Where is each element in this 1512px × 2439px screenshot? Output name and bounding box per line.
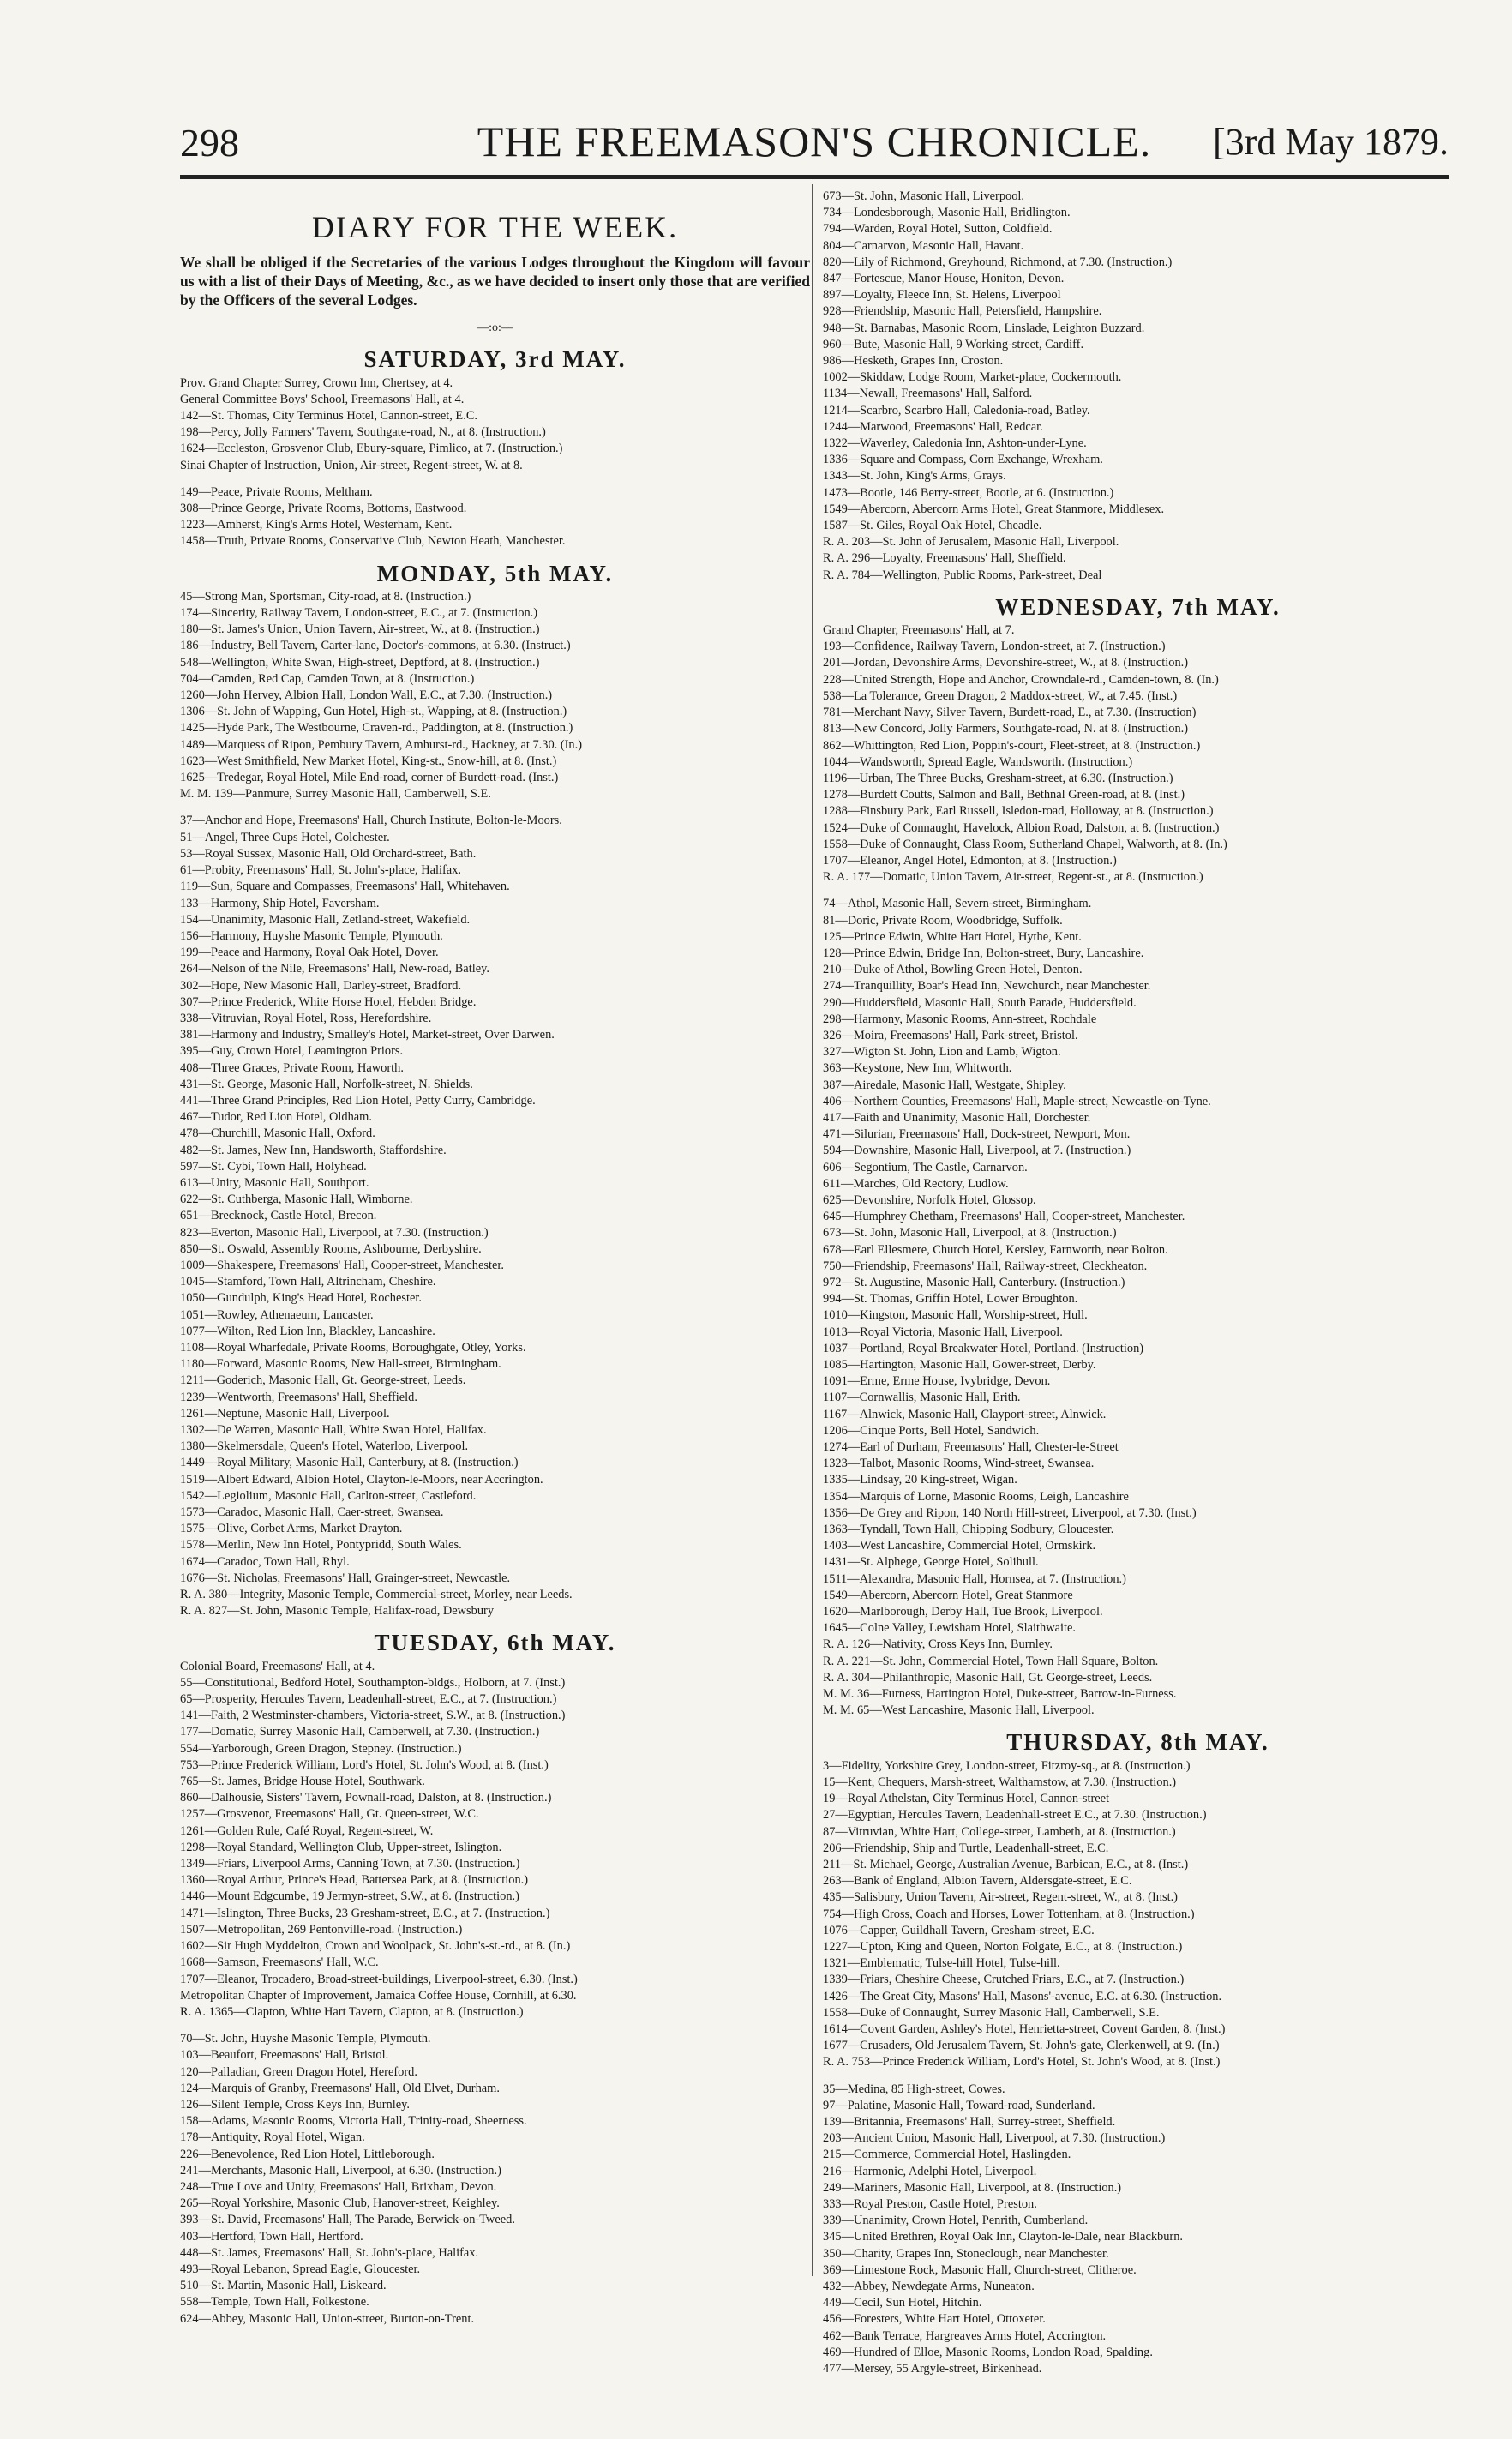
lodge-entry: 625—Devonshire, Norfolk Hotel, Glossop. <box>823 1192 1036 1207</box>
lodge-entry: 1587—St. Giles, Royal Oak Hotel, Cheadle. <box>823 519 1042 533</box>
lodge-entry: 1343—St. John, King's Arms, Grays. <box>823 469 1006 484</box>
lodge-entry: 1558—Duke of Connaught, Class Room, Sutherland Chapel, Walworth, at 8. (In.) <box>823 837 1227 851</box>
lodge-entry: 1363—Tyndall, Town Hall, Chipping Sodbury, Gloucester. <box>823 1523 1114 1537</box>
lodge-entry: 199—Peace and Harmony, Royal Oak Hotel, Dover. <box>180 946 439 960</box>
lodge-entry: 1076—Capper, Guildhall Tavern, Gresham-street, E.C. <box>823 1923 1095 1937</box>
lodge-entry: 1446—Mount Edgcumbe, 19 Jermyn-street, S.W., at 8. (Instruction.) <box>180 1889 519 1904</box>
lodge-entry: 441—Three Grand Principles, Red Lion Hotel, Petty Curry, Cambridge. <box>180 1093 536 1108</box>
lodge-entry: 1051—Rowley, Athenaeum, Lancaster. <box>180 1307 374 1322</box>
lodge-entry: 51—Angel, Three Cups Hotel, Colchester. <box>180 830 390 844</box>
lodge-entry: 119—Sun, Square and Compasses, Freemasons' Hall, Whitehaven. <box>180 880 510 894</box>
lodge-entry: 103—Beaufort, Freemasons' Hall, Bristol. <box>180 2048 389 2063</box>
lodge-entry: 1676—St. Nicholas, Freemasons' Hall, Grainger-street, Newcastle. <box>180 1571 511 1585</box>
lodge-entry: 613—Unity, Masonic Hall, Southport. <box>180 1175 369 1190</box>
lodge-entry: 178—Antiquity, Royal Hotel, Wigan. <box>180 2130 365 2145</box>
lodge-entry: 125—Prince Edwin, White Hart Hotel, Hythe, Kent. <box>823 929 1082 944</box>
lodge-entry: 158—Adams, Masonic Rooms, Victoria Hall, Trinity-road, Sheerness. <box>180 2114 527 2129</box>
lodge-entry: 124—Marquis of Granby, Freemasons' Hall, Old Elvet, Durham. <box>180 2081 500 2095</box>
lodge-entry: 81—Doric, Private Room, Woodbridge, Suffolk. <box>823 913 1063 928</box>
lodge-entry: 177—Domatic, Surrey Masonic Hall, Camberwell, at 7.30. (Instruction.) <box>180 1725 540 1739</box>
lodge-entry: 1260—John Hervey, Albion Hall, London Wall, E.C., at 7.30. (Instruction.) <box>180 688 553 703</box>
lodge-entry: 448—St. James, Freemasons' Hall, St. John's-place, Halifax. <box>180 2245 479 2260</box>
lodge-entry: Grand Chapter, Freemasons' Hall, at 7. <box>823 623 1015 638</box>
lodge-entry: 960—Bute, Masonic Hall, 9 Working-street, Cardiff. <box>823 337 1084 351</box>
lodge-entry: 65—Prosperity, Hercules Tavern, Leadenhall-street, E.C., at 7. (Instruction.) <box>180 1692 557 1707</box>
lodge-entry: R. A. 827—St. John, Masonic Temple, Halifax-road, Dewsbury <box>180 1604 495 1619</box>
lodge-entry: 1471—Islington, Three Bucks, 23 Gresham-street, E.C., at 7. (Instruction.) <box>180 1906 550 1920</box>
lodge-entry: 1322—Waverley, Caledonia Inn, Ashton-under-Lyne. <box>823 436 1087 451</box>
lodge-entry: 126—Silent Temple, Cross Keys Inn, Burnley. <box>180 2097 410 2112</box>
lodge-entry: 198—Percy, Jolly Farmers' Tavern, Southgate-road, N., at 8. (Instruction.) <box>180 425 546 440</box>
lodge-entry: 70—St. John, Huyshe Masonic Temple, Plymouth. <box>180 2032 431 2046</box>
lodge-entry: 97—Palatine, Masonic Hall, Toward-road, Sunderland. <box>823 2098 1095 2112</box>
lodge-entry: 594—Downshire, Masonic Hall, Liverpool, at 7. (Instruction.) <box>823 1144 1131 1158</box>
lodge-entry: 1620—Marlborough, Derby Hall, Tue Brook, Liverpool. <box>823 1605 1103 1619</box>
lodge-entry: 1211—Goderich, Masonic Hall, Gt. George-street, Leeds. <box>180 1373 466 1388</box>
day-heading-monday: MONDAY, 5th MAY. <box>376 560 614 586</box>
lodge-entry: Colonial Board, Freemasons' Hall, at 4. <box>180 1659 375 1673</box>
lodge-entry: 1274—Earl of Durham, Freemasons' Hall, Chester-le-Street <box>823 1440 1119 1455</box>
lodge-entry: 1349—Friars, Liverpool Arms, Canning Town, at 7.30. (Instruction.) <box>180 1857 520 1871</box>
lodge-entry: 754—High Cross, Coach and Horses, Lower Tottenham, at 8. (Instruction.) <box>823 1907 1195 1921</box>
diary-intro: We shall be obliged if the Secretaries of the various Lodges throughout the Kingdom will favour us with a list of their Days of Meeting, &c., as we have decided to insert only those that are verified by the Officers of the several Lodges. <box>180 254 810 309</box>
lodge-entry: 1360—Royal Arthur, Prince's Head, Battersea Park, at 8. (Instruction.) <box>180 1873 529 1888</box>
lodge-entry: 1261—Neptune, Masonic Hall, Liverpool. <box>180 1406 390 1421</box>
lodge-entry: 1602—Sir Hugh Myddelton, Crown and Woolpack, St. John's-st.-rd., at 8. (In.) <box>180 1939 571 1954</box>
lodge-entry: 226—Benevolence, Red Lion Hotel, Littleborough. <box>180 2147 435 2161</box>
lodge-entry: R. A. 126—Nativity, Cross Keys Inn, Burnley. <box>823 1637 1053 1652</box>
tuesday-continued-list <box>823 189 1453 584</box>
lodge-entry: 274—Tranquillity, Boar's Head Inn, Newchurch, near Manchester. <box>823 979 1151 994</box>
lodge-entry: 1507—Metropolitan, 269 Pentonville-road. (Instruction.) <box>180 1922 463 1937</box>
lodge-entry: 548—Wellington, White Swan, High-street, Deptford, at 8. (Instruction.) <box>180 655 540 670</box>
lodge-entry: 1549—Abercorn, Abercorn Hotel, Great Stanmore <box>823 1588 1073 1602</box>
lodge-entry: Metropolitan Chapter of Improvement, Jamaica Coffee House, Cornhill, at 6.30. <box>180 1988 577 2003</box>
lodge-entry: 1558—Duke of Connaught, Surrey Masonic Hall, Camberwell, S.E. <box>823 2005 1160 2020</box>
lodge-entry: 395—Guy, Crown Hotel, Leamington Priors. <box>180 1044 404 1059</box>
lodge-entry: 128—Prince Edwin, Bridge Inn, Bolton-street, Bury, Lancashire. <box>823 946 1144 960</box>
lodge-entry: 248—True Love and Unity, Freemasons' Hall, Brixham, Devon. <box>180 2179 497 2194</box>
lodge-entry: 1050—Gundulph, King's Head Hotel, Rochester. <box>180 1291 422 1306</box>
lodge-entry: 431—St. George, Masonic Hall, Norfolk-street, N. Shields. <box>180 1077 473 1091</box>
lodge-entry: 1323—Talbot, Masonic Rooms, Wind-street, Swansea. <box>823 1457 1095 1471</box>
lodge-entry: 3—Fidelity, Yorkshire Grey, London-street, Fitzroy-sq., at 8. (Instruction.) <box>823 1758 1191 1773</box>
lodge-entry: 606—Segontium, The Castle, Carnarvon. <box>823 1160 1028 1174</box>
lodge-entry: 1519—Albert Edward, Albion Hotel, Clayton-le-Moors, near Accrington. <box>180 1472 543 1487</box>
lodge-entry: 597—St. Cybi, Town Hall, Holyhead. <box>180 1159 367 1174</box>
thursday-list-2 <box>823 2082 1453 2378</box>
left-column <box>180 189 810 2326</box>
lodge-entry: 1489—Marquess of Ripon, Pembury Tavern, Amhurst-rd., Hackney, at 7.30. (In.) <box>180 737 583 752</box>
lodge-entry: R. A. 177—Domatic, Union Tavern, Air-street, Regent-st., at 8. (Instruction.) <box>823 870 1203 885</box>
lodge-entry: General Committee Boys' School, Freemasons' Hall, at 4. <box>180 392 465 406</box>
lodge-entry: 765—St. James, Bridge House Hotel, Southwark. <box>180 1775 425 1789</box>
lodge-entry: 406—Northern Counties, Freemasons' Hall, Maple-street, Newcastle-on-Tyne. <box>823 1094 1211 1108</box>
lodge-entry: 149—Peace, Private Rooms, Meltham. <box>180 484 373 499</box>
lodge-entry: 141—Faith, 2 Westminster-chambers, Victoria-street, S.W., at 8. (Instruction.) <box>180 1709 566 1723</box>
lodge-entry: 381—Harmony and Industry, Smalley's Hotel, Market-street, Over Darwen. <box>180 1028 555 1042</box>
lodge-entry: 1335—Lindsay, 20 King-street, Wigan. <box>823 1473 1017 1487</box>
lodge-entry: 456—Foresters, White Hart Hotel, Ottoxeter. <box>823 2312 1046 2327</box>
wednesday-list-1 <box>823 622 1453 886</box>
lodge-entry: 1707—Eleanor, Trocadero, Broad-street-buildings, Liverpool-street, 6.30. (Inst.) <box>180 1972 578 1986</box>
lodge-entry: 1380—Skelmersdale, Queen's Hotel, Waterloo, Liverpool. <box>180 1439 469 1454</box>
lodge-entry: R. A. 296—Loyalty, Freemasons' Hall, Sheffield. <box>823 551 1066 566</box>
lodge-entry: 74—Athol, Masonic Hall, Severn-street, Birmingham. <box>823 897 1092 911</box>
lodge-entry: 1645—Colne Valley, Lewisham Hotel, Slaithwaite. <box>823 1621 1076 1636</box>
lodge-entry: 203—Ancient Union, Masonic Hall, Liverpool, at 7.30. (Instruction.) <box>823 2131 1166 2146</box>
lodge-entry: 1223—Amherst, King's Arms Hotel, Westerham, Kent. <box>180 518 453 532</box>
lodge-entry: 847—Fortescue, Manor House, Honiton, Devon. <box>823 272 1065 286</box>
lodge-entry: 750—Friendship, Freemasons' Hall, Railway-street, Cleckheaton. <box>823 1259 1148 1273</box>
lodge-entry: 1575—Olive, Corbet Arms, Market Drayton. <box>180 1522 403 1536</box>
lodge-entry: 393—St. David, Freemasons' Hall, The Parade, Berwick-on-Tweed. <box>180 2213 515 2227</box>
tuesday-list-2 <box>180 2031 810 2328</box>
lodge-entry: 1044—Wandsworth, Spread Eagle, Wandsworth. (Instruction.) <box>823 754 1133 769</box>
lodge-entry: 174—Sincerity, Railway Tavern, London-street, E.C., at 7. (Instruction.) <box>180 606 538 621</box>
lodge-entry: 1625—Tredegar, Royal Hotel, Mile End-road, corner of Burdett-road. (Inst.) <box>180 771 559 785</box>
lodge-entry: 387—Airedale, Masonic Hall, Westgate, Shipley. <box>823 1078 1066 1092</box>
lodge-entry: 211—St. Michael, George, Australian Avenue, Barbican, E.C., at 8. (Inst.) <box>823 1857 1189 1871</box>
lodge-entry: 1298—Royal Standard, Wellington Club, Upper-street, Islington. <box>180 1840 502 1854</box>
lodge-entry: 1306—St. John of Wapping, Gun Hotel, High-st., Wapping, at 8. (Instruction.) <box>180 705 567 719</box>
lodge-entry: 558—Temple, Town Hall, Folkestone. <box>180 2295 369 2310</box>
lodge-entry: 403—Hertford, Town Hall, Hertford. <box>180 2229 363 2244</box>
lodge-entry: 948—St. Barnabas, Masonic Room, Linslade, Leighton Buzzard. <box>823 321 1145 335</box>
lodge-entry: 369—Limestone Rock, Masonic Hall, Church-street, Clitheroe. <box>823 2262 1137 2277</box>
lodge-entry: 308—Prince George, Private Rooms, Bottoms, Eastwood. <box>180 502 467 516</box>
lodge-entry: 1196—Urban, The Three Bucks, Gresham-street, at 6.30. (Instruction.) <box>823 771 1173 785</box>
lodge-entry: 327—Wigton St. John, Lion and Lamb, Wigton. <box>823 1045 1061 1060</box>
lodge-entry: 350—Charity, Grapes Inn, Stoneclough, near Manchester. <box>823 2246 1109 2261</box>
lodge-entry: 972—St. Augustine, Masonic Hall, Canterbury. (Instruction.) <box>823 1276 1125 1289</box>
monday-list-1 <box>180 589 810 803</box>
diary-title: DIARY FOR THE WEEK. <box>311 210 679 244</box>
lodge-entry: 1214—Scarbro, Scarbro Hall, Caledonia-road, Batley. <box>823 403 1090 418</box>
lodge-entry: 180—St. James's Union, Union Tavern, Air-street, W., at 8. (Instruction.) <box>180 622 540 637</box>
lodge-entry: 678—Earl Ellesmere, Church Hotel, Kersley, Farnworth, near Bolton. <box>823 1242 1168 1257</box>
lodge-entry: 986—Hesketh, Grapes Inn, Croston. <box>823 354 1004 369</box>
lodge-entry: 61—Probity, Freemasons' Hall, St. John's-place, Halifax. <box>180 863 461 878</box>
lodge-entry: 1045—Stamford, Town Hall, Altrincham, Cheshire. <box>180 1275 436 1289</box>
lodge-entry: 1002—Skiddaw, Lodge Room, Market-place, Cockermouth. <box>823 370 1122 385</box>
lodge-entry: R. A. 304—Philanthropic, Masonic Hall, Gt. George-street, Leeds. <box>823 1670 1153 1685</box>
lodge-entry: 994—St. Thomas, Griffin Hotel, Lower Broughton. <box>823 1292 1078 1307</box>
lodge-entry: 1091—Erme, Erme House, Ivybridge, Devon. <box>823 1374 1051 1389</box>
lodge-entry: 1354—Marquis of Lorne, Masonic Rooms, Leigh, Lancashire <box>823 1489 1129 1504</box>
lodge-entry: 1511—Alexandra, Masonic Hall, Hornsea, at 7. (Instruction.) <box>823 1571 1126 1586</box>
lodge-entry: 1321—Emblematic, Tulse-hill Hotel, Tulse-hill. <box>823 1956 1060 1971</box>
lodge-entry: 820—Lily of Richmond, Greyhound, Richmond, at 7.30. (Instruction.) <box>823 255 1173 269</box>
lodge-entry: 1356—De Grey and Ripon, 140 North Hill-street, Liverpool, at 7.30. (Inst.) <box>823 1505 1197 1520</box>
lodge-entry: Sinai Chapter of Instruction, Union, Air-street, Regent-street, W. at 8. <box>180 458 523 472</box>
wednesday-list-2 <box>823 896 1453 1719</box>
lodge-entry: 1244—Marwood, Freemasons' Hall, Redcar. <box>823 419 1043 434</box>
lodge-entry: 1013—Royal Victoria, Masonic Hall, Liverpool. <box>823 1325 1063 1339</box>
lodge-entry: 1288—Finsbury Park, Earl Russell, Isledon-road, Holloway, at 8. (Instruction.) <box>823 804 1214 819</box>
lodge-entry: 449—Cecil, Sun Hotel, Hitchin. <box>823 2296 982 2310</box>
lodge-entry: 1167—Alnwick, Masonic Hall, Clayport-street, Alnwick. <box>823 1407 1107 1421</box>
thursday-list-1 <box>823 1758 1453 2071</box>
lodge-entry: 804—Carnarvon, Masonic Hall, Havant. <box>823 238 1024 253</box>
lodge-entry: 264—Nelson of the Nile, Freemasons' Hall, New-road, Batley. <box>180 962 489 976</box>
lodge-entry: 1336—Square and Compass, Corn Exchange, Wrexham. <box>823 453 1103 467</box>
lodge-entry: 1677—Crusaders, Old Jerusalem Tavern, St. John's-gate, Clerkenwell, at 9. (In.) <box>823 2039 1220 2053</box>
lodge-entry: 781—Merchant Navy, Silver Tavern, Burdett-road, E., at 7.30. (Instruction) <box>823 706 1197 720</box>
lodge-entry: 1403—West Lancashire, Commercial Hotel, Ormskirk. <box>823 1539 1096 1553</box>
lodge-entry: 216—Harmonic, Adelphi Hotel, Liverpool. <box>823 2164 1037 2178</box>
lodge-entry: 307—Prince Frederick, White Horse Hotel, Hebden Bridge. <box>180 994 477 1009</box>
lodge-entry: 624—Abbey, Masonic Hall, Union-street, Burton-on-Trent. <box>180 2311 475 2326</box>
lodge-entry: 206—Friendship, Ship and Turtle, Leadenhall-street, E.C. <box>823 1841 1109 1855</box>
lodge-entry: 339—Unanimity, Crown Hotel, Penrith, Cumberland. <box>823 2214 1089 2228</box>
lodge-entry: 1623—West Smithfield, New Market Hotel, King-st., Snow-hill, at 8. (Inst.) <box>180 754 557 768</box>
newspaper-title: THE FREEMASON'S CHRONICLE. <box>477 117 1152 165</box>
tuesday-list-1 <box>180 1659 810 2021</box>
lodge-entry: 1473—Bootle, 146 Berry-street, Bootle, at 6. (Instruction.) <box>823 485 1114 500</box>
lodge-entry: 201—Jordan, Devonshire Arms, Devonshire-street, W., at 8. (Instruction.) <box>823 656 1189 670</box>
lodge-entry: 510—St. Martin, Masonic Hall, Liskeard. <box>180 2279 387 2293</box>
column-divider <box>812 184 813 2276</box>
lodge-entry: 408—Three Graces, Private Room, Haworth. <box>180 1060 404 1075</box>
lodge-entry: 1257—Grosvenor, Freemasons' Hall, Gt. Queen-street, W.C. <box>180 1807 479 1822</box>
lodge-entry: 467—Tudor, Red Lion Hotel, Oldham. <box>180 1110 372 1125</box>
separator: —:o:— <box>477 321 513 335</box>
lodge-entry: R. A. 203—St. John of Jerusalem, Masonic Hall, Liverpool. <box>823 535 1119 550</box>
lodge-entry: M. M. 139—Panmure, Surrey Masonic Hall, Camberwell, S.E. <box>180 787 491 802</box>
lodge-entry: R. A. 221—St. John, Commercial Hotel, Town Hall Square, Bolton. <box>823 1654 1159 1668</box>
lodge-entry: 139—Britannia, Freemasons' Hall, Surrey-street, Sheffield. <box>823 2114 1116 2129</box>
lodge-entry: 1449—Royal Military, Masonic Hall, Canterbury, at 8. (Instruction.) <box>180 1456 519 1470</box>
right-column <box>823 189 1453 2376</box>
lodge-entry: 87—Vitruvian, White Hart, College-street, Lambeth, at 8. (Instruction.) <box>823 1824 1176 1839</box>
lodge-entry: 326—Moira, Freemasons' Hall, Park-street, Bristol. <box>823 1028 1078 1042</box>
lodge-entry: 862—Whittington, Red Lion, Poppin's-court, Fleet-street, at 8. (Instruction.) <box>823 738 1201 753</box>
lodge-entry: 53—Royal Sussex, Masonic Hall, Old Orchard-street, Bath. <box>180 846 477 861</box>
saturday-list-2 <box>180 484 810 550</box>
lodge-entry: 469—Hundred of Elloe, Masonic Rooms, London Road, Spalding. <box>823 2345 1153 2359</box>
lodge-entry: 338—Vitruvian, Royal Hotel, Ross, Herefordshire. <box>180 1011 432 1025</box>
lodge-entry: 27—Egyptian, Hercules Tavern, Leadenhall-street E.C., at 7.30. (Instruction.) <box>823 1808 1207 1823</box>
lodge-entry: 241—Merchants, Masonic Hall, Liverpool, at 6.30. (Instruction.) <box>180 2163 501 2178</box>
lodge-entry: 477—Mersey, 55 Argyle-street, Birkenhead. <box>823 2362 1042 2376</box>
lodge-entry: 193—Confidence, Railway Tavern, London-street, at 7. (Instruction.) <box>823 640 1166 654</box>
lodge-entry: 435—Salisbury, Union Tavern, Air-street, Regent-street, W., at 8. (Inst.) <box>823 1890 1178 1905</box>
lodge-entry: 478—Churchill, Masonic Hall, Oxford. <box>180 1126 375 1141</box>
lodge-entry: 1431—St. Alphege, George Hotel, Solihull. <box>823 1555 1039 1570</box>
lodge-entry: 673—St. John, Masonic Hall, Liverpool. <box>823 189 1025 203</box>
lodge-entry: 1425—Hyde Park, The Westbourne, Craven-rd., Paddington, at 8. (Instruction.) <box>180 721 573 736</box>
lodge-entry: 210—Duke of Athol, Bowling Green Hotel, Denton. <box>823 963 1083 977</box>
lodge-entry: 734—Londesborough, Masonic Hall, Bridlington. <box>823 206 1071 220</box>
lodge-entry: 651—Brecknock, Castle Hotel, Brecon. <box>180 1209 377 1223</box>
lodge-entry: 794—Warden, Royal Hotel, Sutton, Coldfield. <box>823 222 1053 237</box>
lodge-entry: 1261—Golden Rule, Café Royal, Regent-street, W. <box>180 1823 434 1838</box>
masthead-rule <box>180 175 1449 179</box>
lodge-entry: 1037—Portland, Royal Breakwater Hotel, Portland. (Instruction) <box>823 1341 1144 1355</box>
lodge-entry: R. A. 784—Wellington, Public Rooms, Park-street, Deal <box>823 568 1102 582</box>
lodge-entry: 263—Bank of England, Albion Tavern, Aldersgate-street, E.C. <box>823 1874 1132 1889</box>
lodge-entry: 154—Unanimity, Masonic Hall, Zetland-street, Wakefield. <box>180 912 471 927</box>
lodge-entry: 1458—Truth, Private Rooms, Conservative Club, Newton Heath, Manchester. <box>180 534 566 549</box>
day-heading-saturday: SATURDAY, 3rd MAY. <box>363 346 627 373</box>
lodge-entry: 1578—Merlin, New Inn Hotel, Pontypridd, South Wales. <box>180 1538 462 1553</box>
lodge-entry: 1134—Newall, Freemasons' Hall, Salford. <box>823 387 1033 401</box>
monday-list-2 <box>180 813 810 1619</box>
lodge-entry: 860—Dalhousie, Sisters' Tavern, Pownall-road, Dalston, at 8. (Instruction.) <box>180 1791 552 1805</box>
lodge-entry: 1707—Eleanor, Angel Hotel, Edmonton, at 8. (Instruction.) <box>823 853 1117 868</box>
masthead <box>180 111 1449 173</box>
day-heading-tuesday: TUESDAY, 6th MAY. <box>374 1630 616 1656</box>
lodge-entry: 538—La Tolerance, Green Dragon, 2 Maddox-street, W., at 7.45. (Inst.) <box>823 688 1178 703</box>
lodge-entry: 265—Royal Yorkshire, Masonic Club, Hanover-street, Keighley. <box>180 2196 500 2211</box>
lodge-entry: 1206—Cinque Ports, Bell Hotel, Sandwich. <box>823 1423 1040 1438</box>
lodge-entry: 928—Friendship, Masonic Hall, Petersfield, Hampshire. <box>823 304 1102 319</box>
lodge-entry: R. A. 753—Prince Frederick William, Lord's Hotel, St. John's Wood, at 8. (Inst.) <box>823 2055 1221 2070</box>
lodge-entry: 1085—Hartington, Masonic Hall, Gower-street, Derby. <box>823 1358 1096 1373</box>
lodge-entry: 1339—Friars, Cheshire Cheese, Crutched Friars, E.C., at 7. (Instruction.) <box>823 1973 1185 1987</box>
lodge-entry: 186—Industry, Bell Tavern, Carter-lane, Doctor's-commons, at 6.30. (Instruct.) <box>180 639 571 653</box>
lodge-entry: 432—Abbey, Newdegate Arms, Nuneaton. <box>823 2279 1035 2293</box>
lodge-entry: 1227—Upton, King and Queen, Norton Folgate, E.C., at 8. (Instruction.) <box>823 1939 1183 1954</box>
lodge-entry: 1524—Duke of Connaught, Havelock, Albion Road, Dalston, at 8. (Instruction.) <box>823 820 1220 835</box>
lodge-entry: 1624—Eccleston, Grosvenor Club, Ebury-square, Pimlico, at 7. (Instruction.) <box>180 442 563 456</box>
lodge-entry: 133—Harmony, Ship Hotel, Faversham. <box>180 896 380 910</box>
lodge-entry: M. M. 65—West Lancashire, Masonic Hall, Liverpool. <box>823 1703 1095 1718</box>
lodge-entry: 897—Loyalty, Fleece Inn, St. Helens, Liverpool <box>823 288 1061 303</box>
lodge-entry: 249—Mariners, Masonic Hall, Liverpool, at 8. (Instruction.) <box>823 2180 1122 2195</box>
lodge-entry: 55—Constitutional, Bedford Hotel, Southampton-bldgs., Holborn, at 7. (Inst.) <box>180 1675 566 1690</box>
day-heading-thursday: THURSDAY, 8th MAY. <box>1006 1729 1269 1756</box>
lodge-entry: 554—Yarborough, Green Dragon, Stepney. (Instruction.) <box>180 1741 462 1756</box>
lodge-entry: 19—Royal Athelstan, City Terminus Hotel, Cannon-street <box>823 1792 1110 1806</box>
lodge-entry: Prov. Grand Chapter Surrey, Crown Inn, Chertsey, at 4. <box>180 375 453 390</box>
lodge-entry: 298—Harmony, Masonic Rooms, Ann-street, Rochdale <box>823 1012 1097 1026</box>
lodge-entry: 1573—Caradoc, Masonic Hall, Caer-street, Swansea. <box>180 1505 444 1520</box>
lodge-entry: 215—Commerce, Commercial Hotel, Haslingden. <box>823 2148 1071 2162</box>
lodge-entry: 1668—Samson, Freemasons' Hall, W.C. <box>180 1955 379 1970</box>
lodge-entry: M. M. 36—Furness, Hartington Hotel, Duke-street, Barrow-in-Furness. <box>823 1687 1177 1702</box>
lodge-entry: 142—St. Thomas, City Terminus Hotel, Cannon-street, E.C. <box>180 409 478 424</box>
lodge-entry: R. A. 1365—Clapton, White Hart Tavern, Clapton, at 8. (Instruction.) <box>180 2004 524 2019</box>
lodge-entry: 1077—Wilton, Red Lion Inn, Blackley, Lancashire. <box>180 1324 435 1338</box>
lodge-entry: 482—St. James, New Inn, Handsworth, Staffordshire. <box>180 1143 447 1157</box>
lodge-entry: 1107—Cornwallis, Masonic Hall, Erith. <box>823 1391 1021 1405</box>
lodge-entry: 15—Kent, Chequers, Marsh-street, Walthamstow, at 7.30. (Instruction.) <box>823 1775 1177 1789</box>
lodge-entry: 417—Faith and Unanimity, Masonic Hall, Dorchester. <box>823 1110 1091 1125</box>
lodge-entry: 611—Marches, Old Rectory, Ludlow. <box>823 1176 1009 1191</box>
lodge-entry: 1302—De Warren, Masonic Hall, White Swan Hotel, Halifax. <box>180 1423 487 1437</box>
lodge-entry: 35—Medina, 85 High-street, Cowes. <box>823 2082 1005 2096</box>
lodge-entry: 363—Keystone, New Inn, Whitworth. <box>823 1061 1012 1076</box>
lodge-entry: 45—Strong Man, Sportsman, City-road, at 8. (Instruction.) <box>180 589 471 604</box>
lodge-entry: 302—Hope, New Masonic Hall, Darley-street, Bradford. <box>180 978 462 993</box>
lodge-entry: 333—Royal Preston, Castle Hotel, Preston. <box>823 2196 1037 2211</box>
lodge-entry: 1426—The Great City, Masons' Hall, Masons'-avenue, E.C. at 6.30. (Instruction. <box>823 1989 1222 2003</box>
lodge-entry: 1614—Covent Garden, Ashley's Hotel, Henrietta-street, Covent Garden, 8. (Inst.) <box>823 2021 1226 2036</box>
lodge-entry: 493—Royal Lebanon, Spread Eagle, Gloucester. <box>180 2262 421 2276</box>
lodge-entry: 1239—Wentworth, Freemasons' Hall, Sheffield. <box>180 1390 417 1404</box>
lodge-entry: 813—New Concord, Jolly Farmers, Southgate-road, N. at 8. (Instruction.) <box>823 722 1189 736</box>
saturday-list-1 <box>180 375 810 474</box>
lodge-entry: 120—Palladian, Green Dragon Hotel, Hereford. <box>180 2064 417 2079</box>
lodge-entry: 1542—Legiolium, Masonic Hall, Carlton-street, Castleford. <box>180 1488 477 1503</box>
lodge-entry: 345—United Brethren, Royal Oak Inn, Clayton-le-Dale, near Blackburn. <box>823 2230 1184 2244</box>
issue-date: [3rd May 1879. <box>1213 121 1449 163</box>
lodge-entry: 622—St. Cuthberga, Masonic Hall, Wimborne. <box>180 1192 413 1207</box>
lodge-entry: 850—St. Oswald, Assembly Rooms, Ashbourne, Derbyshire. <box>180 1241 482 1256</box>
lodge-entry: 1010—Kingston, Masonic Hall, Worship-street, Hull. <box>823 1308 1088 1323</box>
lodge-entry: 290—Huddersfield, Masonic Hall, South Parade, Huddersfield. <box>823 995 1137 1010</box>
lodge-entry: 1278—Burdett Coutts, Salmon and Ball, Bethnal Green-road, at 8. (Inst.) <box>823 788 1185 802</box>
lodge-entry: 1674—Caradoc, Town Hall, Rhyl. <box>180 1554 350 1569</box>
lodge-entry: 1180—Forward, Masonic Rooms, New Hall-street, Birmingham. <box>180 1357 501 1372</box>
lodge-entry: 645—Humphrey Chetham, Freemasons' Hall, Cooper-street, Manchester. <box>823 1210 1185 1224</box>
lodge-entry: 37—Anchor and Hope, Freemasons' Hall, Church Institute, Bolton-le-Moors. <box>180 814 562 828</box>
day-heading-wednesday: WEDNESDAY, 7th MAY. <box>995 593 1281 620</box>
lodge-entry: 228—United Strength, Hope and Anchor, Crowndale-rd., Camden-town, 8. (In.) <box>823 672 1219 687</box>
lodge-entry: 471—Silurian, Freemasons' Hall, Dock-street, Newport, Mon. <box>823 1127 1131 1142</box>
lodge-entry: 156—Harmony, Huyshe Masonic Temple, Plymouth. <box>180 928 443 943</box>
lodge-entry: 753—Prince Frederick William, Lord's Hotel, St. John's Wood, at 8. (Inst.) <box>180 1757 549 1772</box>
page-number: 298 <box>180 121 239 165</box>
lodge-entry: 1108—Royal Wharfedale, Private Rooms, Boroughgate, Otley, Yorks. <box>180 1340 526 1355</box>
lodge-entry: 1009—Shakespere, Freemasons' Hall, Cooper-street, Manchester. <box>180 1258 504 1272</box>
lodge-entry: 673—St. John, Masonic Hall, Liverpool, at 8. (Instruction.) <box>823 1226 1117 1241</box>
lodge-entry: 1549—Abercorn, Abercorn Arms Hotel, Great Stanmore, Middlesex. <box>823 502 1165 516</box>
lodge-entry: 823—Everton, Masonic Hall, Liverpool, at 7.30. (Instruction.) <box>180 1225 489 1240</box>
lodge-entry: 704—Camden, Red Cap, Camden Town, at 8. (Instruction.) <box>180 671 475 686</box>
lodge-entry: R. A. 380—Integrity, Masonic Temple, Commercial-street, Morley, near Leeds. <box>180 1588 573 1602</box>
lodge-entry: 462—Bank Terrace, Hargreaves Arms Hotel, Accrington. <box>823 2328 1107 2343</box>
